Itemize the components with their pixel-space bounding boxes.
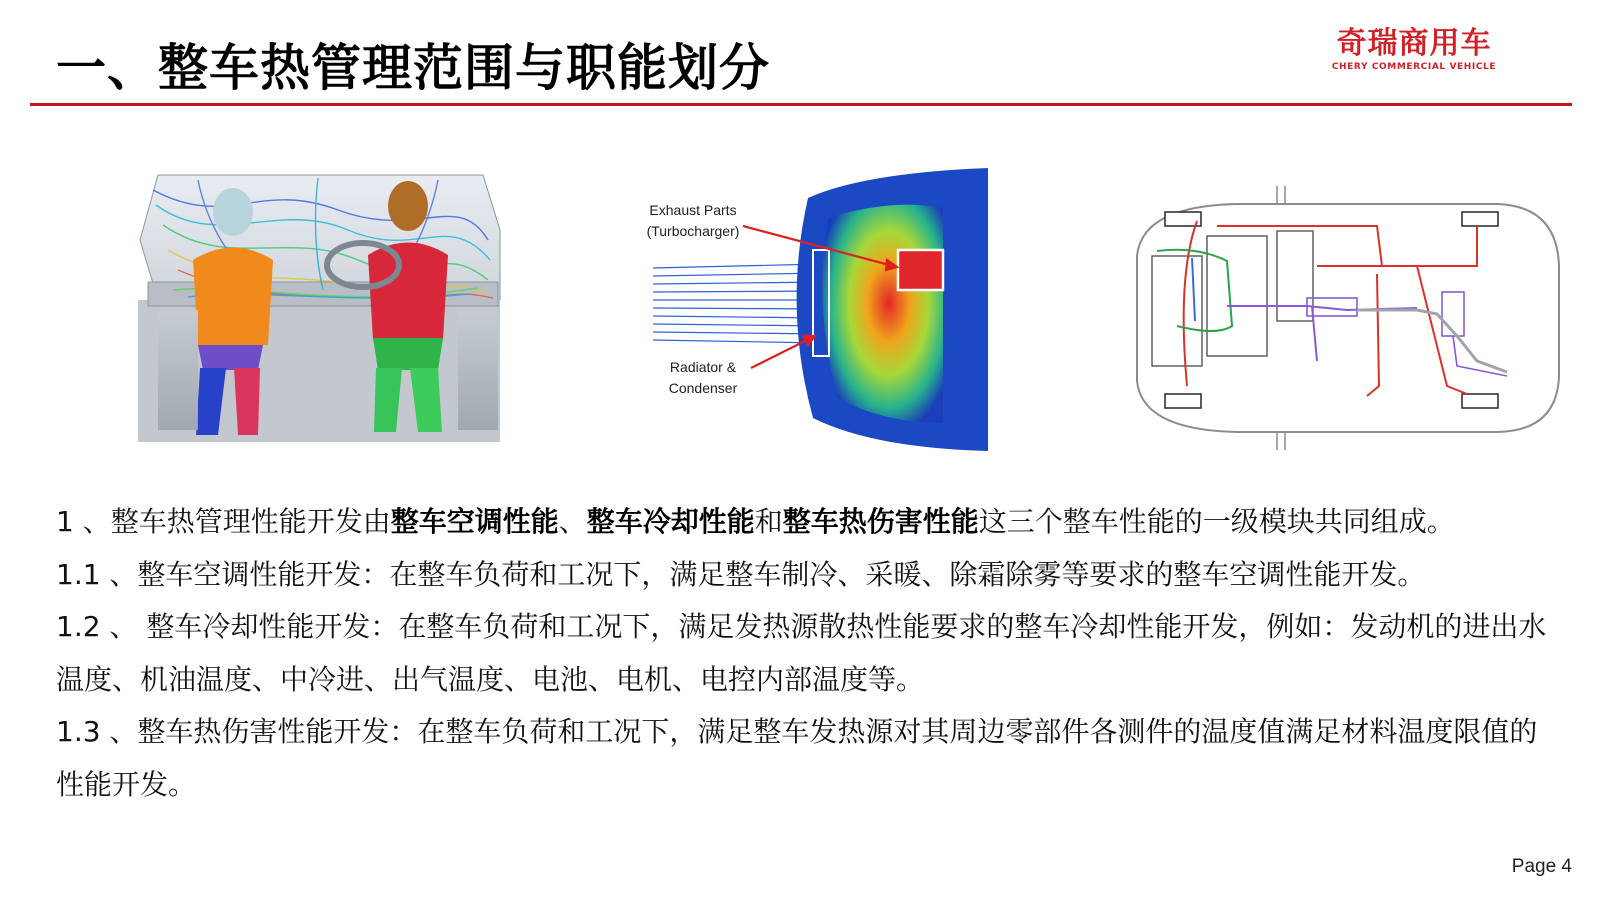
slide-title: 一、整车热管理范围与职能划分 (56, 39, 770, 97)
paragraph-1 (56, 496, 1556, 549)
cabin-airflow-figure (138, 170, 508, 442)
p1-bold-cooling: 整车冷却性能 (586, 505, 755, 538)
title-divider (30, 103, 1572, 106)
body-text (56, 496, 1556, 811)
radiator-label-line1: Radiator & (669, 359, 737, 375)
exhaust-label-line1: Exhaust Parts (649, 202, 737, 218)
radiator-label-line2: Condenser (668, 380, 738, 396)
paragraph-1-2: 1.2 、 整车冷却性能开发：在整车负荷和工况下，满足发热源散热性能要求的整车冷却性能开发，例如：发动机的进出水温度、机油温度、中冷进、出气温度、电池、电机、电控内部温度等。 (56, 610, 1547, 696)
p1-bold-heat-damage: 整车热伤害性能 (782, 505, 979, 538)
exhaust-label-line2: (Turbocharger) (646, 223, 740, 239)
underhood-thermal-figure (643, 168, 1011, 451)
p1-bold-ac: 整车空调性能 (390, 505, 559, 538)
paragraph-1-3: 1.3 、整车热伤害性能开发：在整车负荷和工况下，满足整车发热源对其周边零部件各测件的温度值满足材料温度限值的性能开发。 (56, 715, 1538, 801)
paragraph-1-1: 1.1 、整车空调性能开发：在整车负荷和工况下，满足整车制冷、采暖、除霜除雾等要求的整车空调性能开发。 (56, 557, 1426, 591)
vehicle-layout-schematic (1117, 186, 1571, 450)
p1-sep2: 和 (754, 505, 783, 538)
p1-prefix: 1 、整车热管理性能开发由 (56, 505, 391, 538)
page-number: Page 4 (1511, 856, 1572, 877)
logo-english-text: CHERY COMMERCIAL VEHICLE (1331, 62, 1497, 72)
exhaust-parts-label (637, 200, 749, 242)
logo-chinese-text: 奇瑞商用车 (1336, 26, 1492, 61)
chery-logo (1314, 26, 1514, 72)
p1-suffix: 这三个整车性能的一级模块共同组成。 (978, 505, 1455, 538)
p1-sep1: 、 (558, 505, 587, 538)
radiator-condenser-label (651, 357, 755, 399)
